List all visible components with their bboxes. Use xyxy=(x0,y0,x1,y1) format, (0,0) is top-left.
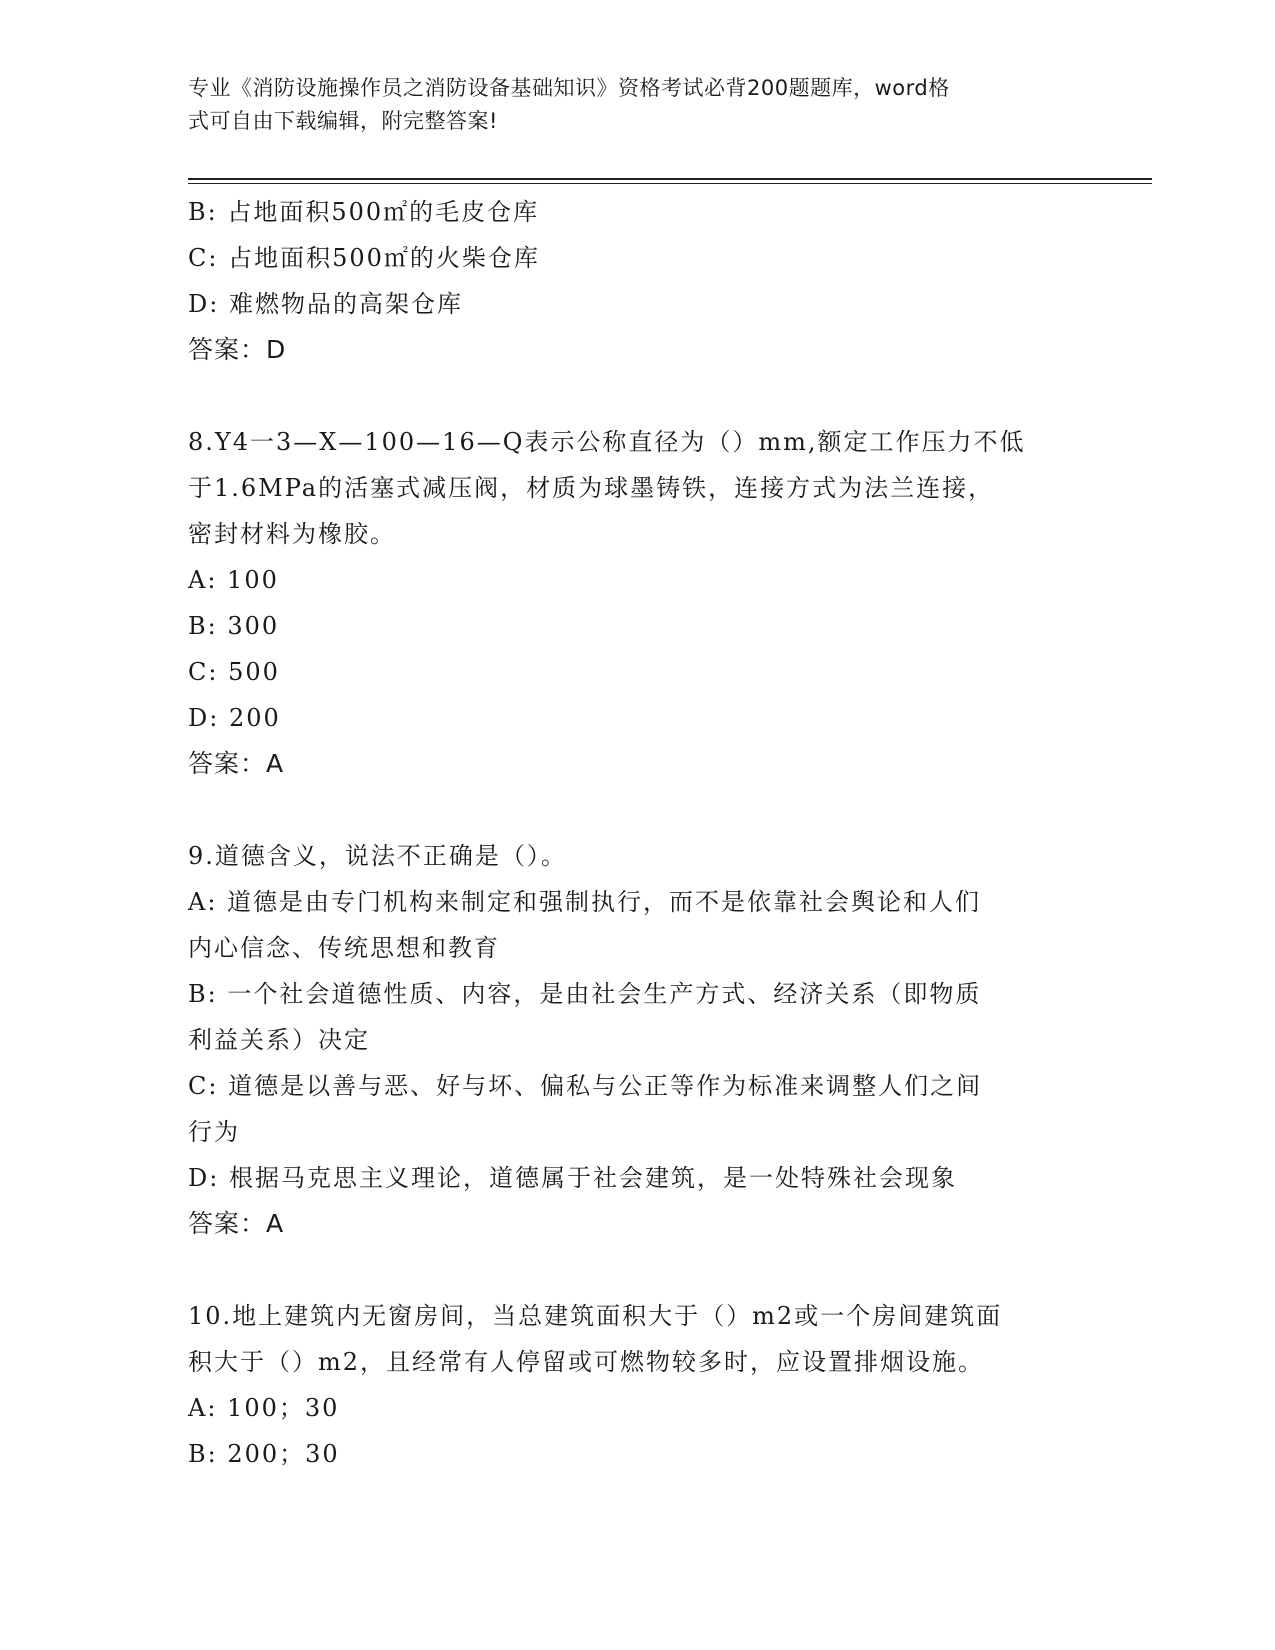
document-header xyxy=(188,72,1068,138)
option-a: A: 100；30 xyxy=(188,1394,340,1422)
question-stem-line: 10.地上建筑内无窗房间，当总建筑面积大于（）m2或一个房间建筑面 xyxy=(188,1302,1003,1330)
option-d: D: 难燃物品的高架仓库 xyxy=(188,290,463,318)
spacer xyxy=(188,373,1078,419)
option-c-continued: 行为 xyxy=(188,1118,240,1146)
answer-line: 答案：A xyxy=(188,1209,285,1238)
option-b: B: 300 xyxy=(188,612,280,640)
question-stem-line: 密封材料为橡胶。 xyxy=(188,520,396,548)
question-stem-line: 9.道德含义，说法不正确是（）。 xyxy=(188,842,567,870)
option-a: A: 道德是由专门机构来制定和强制执行，而不是依靠社会舆论和人们 xyxy=(188,888,982,916)
option-c: C: 占地面积500㎡的火柴仓库 xyxy=(188,244,540,272)
question-stem-line: 积大于（）m2，且经常有人停留或可燃物较多时，应设置排烟设施。 xyxy=(188,1348,985,1376)
spacer xyxy=(188,1247,1078,1293)
option-b: B: 一个社会道德性质、内容，是由社会生产方式、经济关系（即物质 xyxy=(188,980,982,1008)
option-c: C: 道德是以善与恶、好与坏、偏私与公正等作为标准来调整人们之间 xyxy=(188,1072,983,1100)
question-10 xyxy=(188,1293,1078,1477)
option-a: A: 100 xyxy=(188,566,279,594)
option-b: B: 占地面积500㎡的毛皮仓库 xyxy=(188,198,540,226)
question-8 xyxy=(188,419,1078,787)
prev-question xyxy=(188,189,1078,373)
header-line-2: 式可自由下载编辑，附完整答案! xyxy=(188,109,498,133)
answer-line: 答案：A xyxy=(188,749,285,778)
header-divider-thick xyxy=(188,178,1152,180)
spacer xyxy=(188,787,1078,833)
option-b-continued: 利益关系）决定 xyxy=(188,1026,370,1054)
header-line-1: 专业《消防设施操作员之消防设备基础知识》资格考试必背200题题库，word格 xyxy=(188,76,950,100)
option-b: B: 200；30 xyxy=(188,1440,340,1468)
option-d: D: 根据马克思主义理论，道德属于社会建筑，是一处特殊社会现象 xyxy=(188,1164,957,1192)
question-stem-line: 于1.6MPa的活塞式减压阀，材质为球墨铸铁，连接方式为法兰连接， xyxy=(188,474,995,502)
answer-line: 答案：D xyxy=(188,335,287,364)
option-c: C: 500 xyxy=(188,658,280,686)
question-9 xyxy=(188,833,1078,1247)
header-divider-thin xyxy=(188,183,1152,184)
question-stem-line: 8.Y4一3—X—100—16—Q表示公称直径为（）mm,额定工作压力不低 xyxy=(188,428,1026,456)
option-d: D: 200 xyxy=(188,704,281,732)
option-a-continued: 内心信念、传统思想和教育 xyxy=(188,934,500,962)
document-body xyxy=(188,189,1078,1477)
